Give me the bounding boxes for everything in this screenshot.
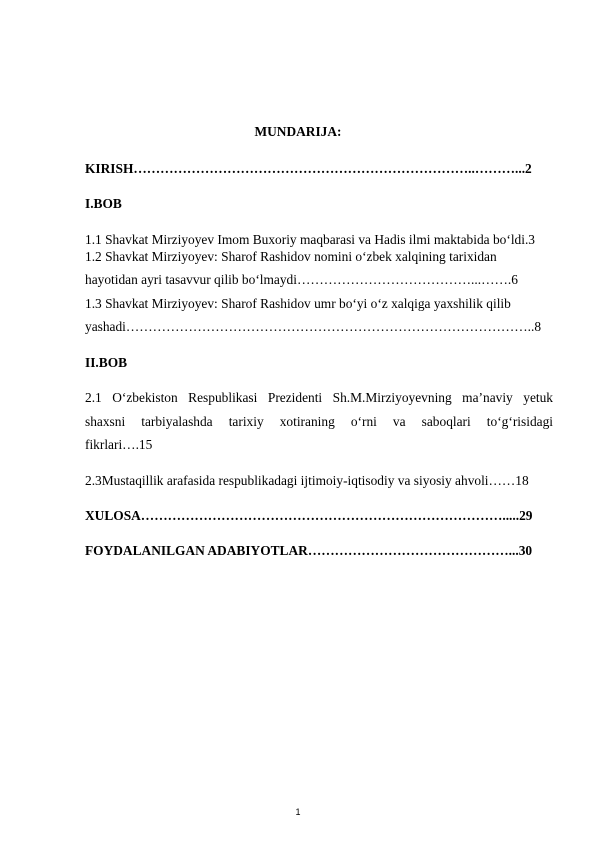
- toc-title: MUNDARIJA:: [254, 124, 342, 139]
- page-number: 1: [295, 807, 301, 817]
- toc-entry-1-2: 1.2 Shavkat Mirziyoyev: Sharof Rashidov nomini o‘zbek xalqining tarixidan: [85, 249, 497, 264]
- toc-entry-2-3: 2.3Mustaqillik arafasida respublikadagi ijtimoiy-iqtisodiy va siyosiy ahvoli……18: [85, 473, 529, 488]
- toc-entry-1-2-cont: hayotidan ayri tasavvur qilib bo‘lmaydi…………………………………...…….6: [85, 272, 518, 287]
- toc-entry-1-3-cont: yashadi………………………………………………………………………………..8: [85, 319, 542, 334]
- toc-entry-2-1: 2.1 O‘zbekiston Respublikasi Prezidenti Sh.M.Mirziyoyevning ma’naviy yetuk: [85, 390, 553, 405]
- toc-entry-2-1-cont: shaxsni tarbiyalashda tarixiy xotiraning o‘rni va saboqlari to‘g‘risidagi: [85, 414, 553, 429]
- toc-entry-1-1: 1.1 Shavkat Mirziyoyev Imom Buxoriy maqbarasi va Hadis ilmi maktabida bo‘ldi.3: [85, 232, 535, 247]
- toc-entry-2-1-end: fikrlari….15: [85, 437, 153, 452]
- toc-entry-adabiyotlar: FOYDALANILGAN ADABIYOTLAR………………………………………...30: [85, 543, 533, 558]
- chapter-heading-2: II.BOB: [85, 355, 128, 370]
- toc-entry-1-3: 1.3 Shavkat Mirziyoyev: Sharof Rashidov umr bo‘yi o‘z xalqiga yaxshilik qilib: [85, 296, 511, 311]
- chapter-heading-1: I.BOB: [85, 196, 122, 211]
- toc-entry-xulosa: XULOSA……………………………………………………………………….....29: [85, 508, 533, 523]
- toc-entry-kirish: KIRISH…………………………………………………………………..………...2: [85, 161, 532, 176]
